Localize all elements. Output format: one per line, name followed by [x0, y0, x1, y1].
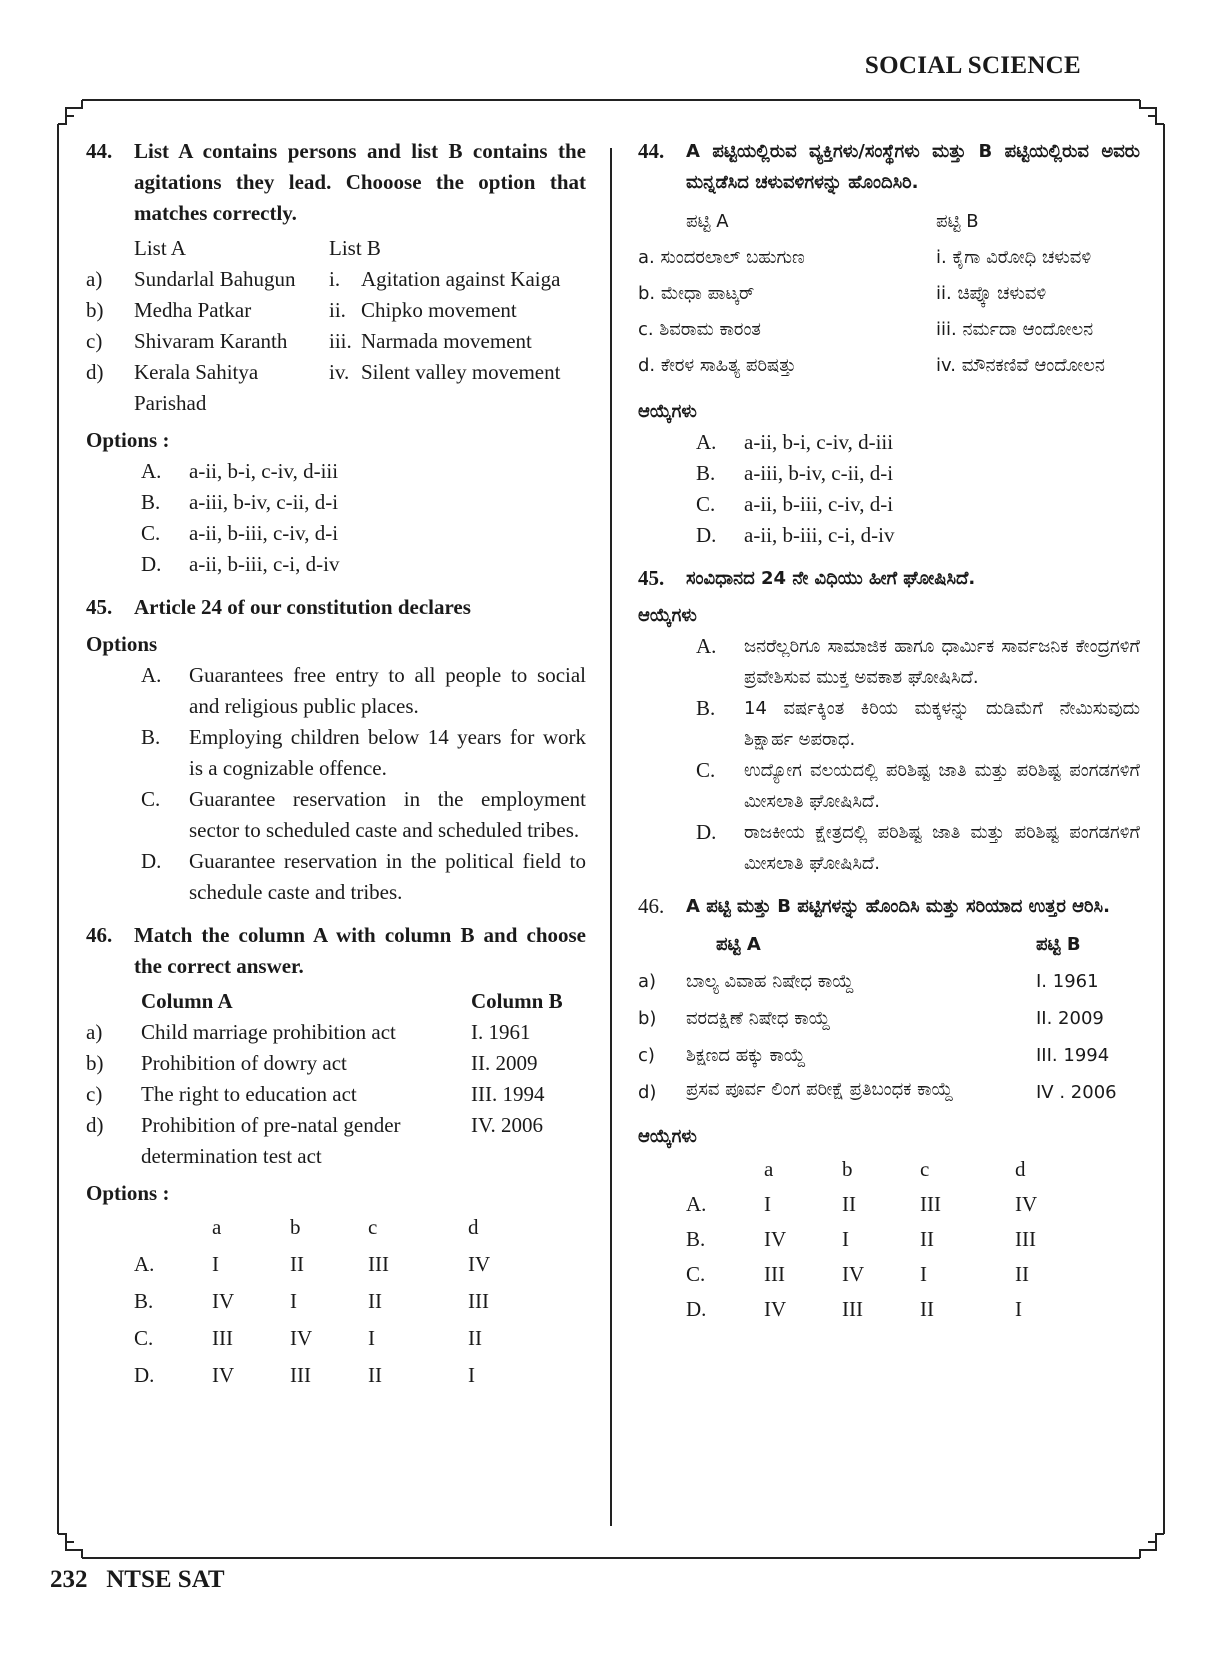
row-label: d) — [638, 1082, 657, 1103]
table-cell: d. ಕೇರಳ ಸಾಹಿತ್ಯ ಪರಿಷತ್ತು — [638, 355, 796, 376]
option-item — [696, 631, 1140, 693]
option-item — [696, 817, 1140, 879]
option-letter: C. — [696, 492, 716, 516]
grid-cell: III — [842, 1297, 863, 1321]
table-cell: b. ಮೇಧಾ ಪಾಟ್ಕರ್ — [638, 283, 755, 304]
option-item — [141, 518, 586, 549]
grid-cell: IV — [764, 1297, 787, 1321]
grid-cell: I — [290, 1289, 297, 1313]
row-label: a) — [86, 267, 103, 291]
grid-cell: II — [920, 1297, 934, 1321]
table-cell: III. 1994 — [1036, 1045, 1110, 1066]
question-text: ಸಂವಿಧಾನದ 24 ನೇ ವಿಧಿಯು ಹೀಗೆ ಘೋಷಿಸಿದೆ. — [686, 568, 976, 589]
option-item — [141, 456, 586, 487]
match-table — [638, 926, 1140, 1111]
option-text: a-ii, b-iii, c-iv, d-i — [189, 521, 339, 545]
row-label: iv. — [329, 360, 350, 384]
row-label: c) — [86, 329, 103, 353]
option-letter: D. — [696, 523, 717, 547]
grid-cell: II — [368, 1289, 382, 1313]
row-label: A. — [686, 1192, 707, 1216]
table-cell: Shivaram Karanth — [134, 329, 288, 353]
table-header: Column A — [141, 989, 233, 1013]
question-number: 44. — [638, 139, 665, 163]
row-label: d) — [86, 1113, 104, 1137]
grid-cell: IV — [1015, 1192, 1038, 1216]
option-letter: A. — [141, 459, 162, 483]
option-item — [141, 487, 586, 518]
question-number: 44. — [86, 139, 113, 163]
option-letter: A. — [696, 430, 717, 454]
grid-cell: II — [842, 1192, 856, 1216]
grid-cell: I — [764, 1192, 771, 1216]
table-cell: II. 2009 — [471, 1051, 538, 1075]
grid-header: a — [212, 1215, 222, 1239]
footer-label: NTSE SAT — [106, 1566, 225, 1593]
table-cell: I. 1961 — [1036, 971, 1099, 992]
option-letter: A. — [141, 663, 162, 687]
option-text: a-iii, b-iv, c-ii, d-i — [744, 461, 894, 485]
table-header: ಪಟ್ಟಿ A — [686, 211, 729, 232]
table-cell: Silent valley movement — [361, 360, 561, 384]
row-label: b) — [86, 298, 104, 322]
table-cell: ಬಾಲ್ಯ ವಿವಾಹ ನಿಷೇಧ ಕಾಯ್ದೆ — [686, 971, 854, 992]
question-45 — [86, 592, 586, 623]
option-text: ಜನರೆಲ್ಲರಿಗೂ ಸಾಮಾಜಿಕ ಹಾಗೂ ಧಾರ್ಮಿಕ ಸಾರ್ವಜನಿಕ ಕೇಂದ್ರಗಳಿಗೆ ಪ್ರವೇಶಿಸುವ ಮುಕ್ತ ಅವಕಾಶ ಘೋಷಿಸಿದೆ. — [744, 636, 1140, 688]
question-number: 46. — [86, 923, 113, 947]
option-item — [696, 755, 1140, 817]
match-table — [86, 986, 586, 1172]
row-label: A. — [134, 1252, 155, 1276]
answer-grid — [686, 1152, 1037, 1327]
grid-cell: II — [468, 1326, 482, 1350]
table-header: List B — [329, 236, 381, 260]
table-cell: Agitation against Kaiga — [361, 267, 561, 291]
option-letter: C. — [141, 521, 161, 545]
option-text: Guarantee reservation in the employment sector to scheduled caste and scheduled tribes. — [189, 787, 586, 842]
row-label: C. — [134, 1326, 154, 1350]
question-number: 46. — [638, 894, 665, 918]
grid-cell: I — [1015, 1297, 1022, 1321]
column-divider — [610, 148, 612, 1526]
option-text: a-ii, b-iii, c-i, d-iv — [189, 552, 340, 576]
row-label: b) — [638, 1008, 657, 1029]
grid-header: d — [1015, 1157, 1026, 1181]
grid-cell: I — [920, 1262, 927, 1286]
kannada-column — [638, 136, 1140, 1327]
table-cell: Sundarlal Bahugun — [134, 267, 296, 291]
table-header: ಪಟ್ಟಿ B — [936, 211, 979, 232]
option-text: a-iii, b-iv, c-ii, d-i — [189, 490, 339, 514]
option-letter: B. — [696, 696, 716, 720]
option-text: a-ii, b-iii, c-i, d-iv — [744, 523, 895, 547]
option-letter: B. — [141, 490, 161, 514]
table-header: ಪಟ್ಟಿ B — [1036, 934, 1081, 955]
table-cell: Chipko movement — [361, 298, 517, 322]
row-label: c) — [638, 1045, 655, 1066]
row-label: C. — [686, 1262, 706, 1286]
table-header: ಪಟ್ಟಿ A — [716, 934, 761, 955]
table-cell: iii. ನರ್ಮದಾ ಆಂದೋಲನ — [936, 319, 1094, 340]
grid-cell: I — [212, 1252, 219, 1276]
option-text: 14 ವರ್ಷಕ್ಕಿಂತ ಕಿರಿಯ ಮಕ್ಕಳನ್ನು ದುಡಿಮೆಗೆ ನೇಮಿಸುವುದು ಶಿಕ್ಷಾರ್ಹ ಅಪರಾಧ. — [744, 698, 1140, 750]
options-label: ಆಯ್ಕೆಗಳು — [638, 1126, 697, 1147]
grid-header: d — [468, 1215, 479, 1239]
row-label: d) — [86, 360, 104, 384]
option-item — [696, 520, 1140, 551]
grid-header: a — [764, 1157, 774, 1181]
option-text: ಉದ್ಯೋಗ ವಲಯದಲ್ಲಿ ಪರಿಶಿಷ್ಟ ಜಾತಿ ಮತ್ತು ಪರಿಶಿಷ್ಟ ಪಂಗಡಗಳಿಗೆ ಮೀಸಲಾತಿ ಘೋಷಿಸಿದೆ. — [744, 760, 1140, 812]
question-text: Match the column A with column B and choose the correct answer. — [134, 923, 586, 978]
table-cell: ಪ್ರಸವ ಪೂರ್ವ ಲಿಂಗ ಪರೀಕ್ಷೆ ಪ್ರತಿಬಂಧಕ ಕಾಯ್ದೆ — [686, 1079, 954, 1100]
page-header: SOCIAL SCIENCE — [864, 52, 1081, 79]
option-item — [141, 722, 586, 784]
grid-cell: III — [468, 1289, 489, 1313]
option-letter: C. — [141, 787, 161, 811]
table-cell: IV . 2006 — [1036, 1082, 1117, 1103]
table-cell: Narmada movement — [361, 329, 532, 353]
grid-cell: I — [368, 1326, 375, 1350]
table-cell: a. ಸುಂದರಲಾಲ್ ಬಹುಗುಣ — [638, 247, 805, 268]
question-text: Article 24 of our constitution declares — [134, 595, 471, 619]
option-text: Guarantee reservation in the political field to schedule caste and tribes. — [189, 849, 586, 904]
option-item — [141, 660, 586, 722]
grid-cell: IV — [468, 1252, 491, 1276]
table-cell: Child marriage prohibition act — [141, 1020, 396, 1044]
table-cell: Prohibition of pre-natal gender determination test act — [141, 1113, 401, 1168]
question-number: 45. — [638, 566, 665, 590]
option-item — [696, 458, 1140, 489]
question-number: 45. — [86, 595, 113, 619]
option-item — [141, 846, 586, 908]
grid-cell: IV — [764, 1227, 787, 1251]
table-cell: II. 2009 — [1036, 1008, 1104, 1029]
question-text: List A contains persons and list B contains the agitations they lead. Chooose the option that matches correctly. — [134, 139, 586, 225]
grid-cell: III — [212, 1326, 233, 1350]
question-44 — [86, 136, 586, 229]
english-column — [86, 136, 586, 1394]
grid-cell: II — [290, 1252, 304, 1276]
table-cell: Medha Patkar — [134, 298, 252, 322]
page-number: 232 — [50, 1566, 88, 1593]
row-label: c) — [86, 1082, 103, 1106]
option-letter: A. — [696, 634, 717, 658]
option-letter: D. — [696, 820, 717, 844]
option-text: Guarantees free entry to all people to social and religious public places. — [189, 663, 586, 718]
option-item — [696, 693, 1140, 755]
row-label: a) — [638, 971, 657, 992]
grid-header: b — [290, 1215, 301, 1239]
grid-cell: III — [368, 1252, 389, 1276]
grid-cell: III — [920, 1192, 941, 1216]
grid-cell: IV — [290, 1326, 313, 1350]
options-label: Options : — [86, 428, 170, 452]
grid-cell: II — [920, 1227, 934, 1251]
answer-grid — [134, 1209, 490, 1394]
table-cell: i. ಕೈಗಾ ವಿರೋಧಿ ಚಳುವಳಿ — [936, 247, 1092, 268]
grid-header: b — [842, 1157, 853, 1181]
row-label: D. — [686, 1297, 707, 1321]
grid-header: c — [920, 1157, 930, 1181]
table-header: Column B — [471, 989, 563, 1013]
option-letter: B. — [696, 461, 716, 485]
row-label: i. — [329, 267, 341, 291]
option-item — [696, 489, 1140, 520]
row-label: a) — [86, 1020, 103, 1044]
match-table — [638, 204, 1140, 384]
grid-cell: I — [842, 1227, 849, 1251]
table-cell: The right to education act — [141, 1082, 357, 1106]
option-letter: D. — [141, 849, 162, 873]
option-item — [141, 549, 586, 580]
table-cell: III. 1994 — [471, 1082, 545, 1106]
option-text: Employing children below 14 years for work is a cognizable offence. — [189, 725, 586, 780]
options-label: Options : — [86, 1181, 170, 1205]
table-cell: I. 1961 — [471, 1020, 531, 1044]
options-label: ಆಯ್ಕೆಗಳು — [638, 401, 697, 422]
option-text: ರಾಜಕೀಯ ಕ್ಷೇತ್ರದಲ್ಲಿ ಪರಿಶಿಷ್ಟ ಜಾತಿ ಮತ್ತು ಪರಿಶಿಷ್ಟ ಪಂಗಡಗಳಿಗೆ ಮೀಸಲಾತಿ ಘೋಷಿಸಿದೆ. — [744, 822, 1140, 874]
grid-cell: I — [468, 1363, 475, 1387]
question-text: A ಪಟ್ಟಿ ಮತ್ತು B ಪಟ್ಟಿಗಳನ್ನು ಹೊಂದಿಸಿ ಮತ್ತು ಸರಿಯಾದ ಉತ್ತರ ಆರಿಸಿ. — [686, 896, 1110, 917]
table-cell: Prohibition of dowry act — [141, 1051, 347, 1075]
grid-cell: II — [1015, 1262, 1029, 1286]
table-cell: iv. ಮೌನಕಣಿವೆ ಆಂದೋಲನ — [936, 355, 1105, 376]
row-label: ii. — [329, 298, 346, 322]
grid-cell: IV — [212, 1289, 235, 1313]
option-text: a-ii, b-i, c-iv, d-iii — [744, 430, 894, 454]
option-letter: D. — [141, 552, 162, 576]
table-cell: Kerala Sahitya Parishad — [134, 360, 259, 415]
option-letter: C. — [696, 758, 716, 782]
table-cell: IV. 2006 — [471, 1113, 543, 1137]
grid-cell: II — [368, 1363, 382, 1387]
question-44 — [638, 136, 1140, 198]
options-label: Options — [86, 632, 158, 656]
table-cell: c. ಶಿವರಾಮ ಕಾರಂತ — [638, 319, 761, 340]
option-item — [141, 784, 586, 846]
option-text: a-ii, b-i, c-iv, d-iii — [189, 459, 339, 483]
question-46 — [638, 891, 1140, 922]
option-text: a-ii, b-iii, c-iv, d-i — [744, 492, 894, 516]
grid-cell: III — [290, 1363, 311, 1387]
grid-cell: IV — [842, 1262, 865, 1286]
page-footer — [50, 1566, 225, 1594]
match-table — [86, 233, 586, 419]
row-label: D. — [134, 1363, 155, 1387]
row-label: B. — [134, 1289, 154, 1313]
question-45 — [638, 563, 1140, 594]
grid-cell: III — [764, 1262, 785, 1286]
option-item — [696, 427, 1140, 458]
table-header: List A — [134, 236, 186, 260]
row-label: b) — [86, 1051, 104, 1075]
table-cell: ವರದಕ್ಷಿಣೆ ನಿಷೇಧ ಕಾಯ್ದೆ — [686, 1008, 831, 1029]
grid-header: c — [368, 1215, 378, 1239]
option-letter: B. — [141, 725, 161, 749]
table-cell: ii. ಚಿಪ್ಕೊ ಚಳುವಳಿ — [936, 283, 1047, 304]
grid-cell: III — [1015, 1227, 1036, 1251]
row-label: B. — [686, 1227, 706, 1251]
question-text: A ಪಟ್ಟಿಯಲ್ಲಿರುವ ವ್ಯಕ್ತಿಗಳು/ಸಂಸ್ಥೆಗಳು ಮತ್ತು B ಪಟ್ಟಿಯಲ್ಲಿರುವ ಅವರು ಮನ್ನಡೆಸಿದ ಚಳುವಳಿಗಳನ್ನು ಹೊಂದಿಸಿರಿ. — [686, 141, 1140, 193]
row-label: iii. — [329, 329, 352, 353]
grid-cell: IV — [212, 1363, 235, 1387]
question-46 — [86, 920, 586, 982]
options-label: ಆಯ್ಕೆಗಳು — [638, 605, 697, 626]
table-cell: ಶಿಕ್ಷಣದ ಹಕ್ಕು ಕಾಯ್ದೆ — [686, 1045, 806, 1066]
